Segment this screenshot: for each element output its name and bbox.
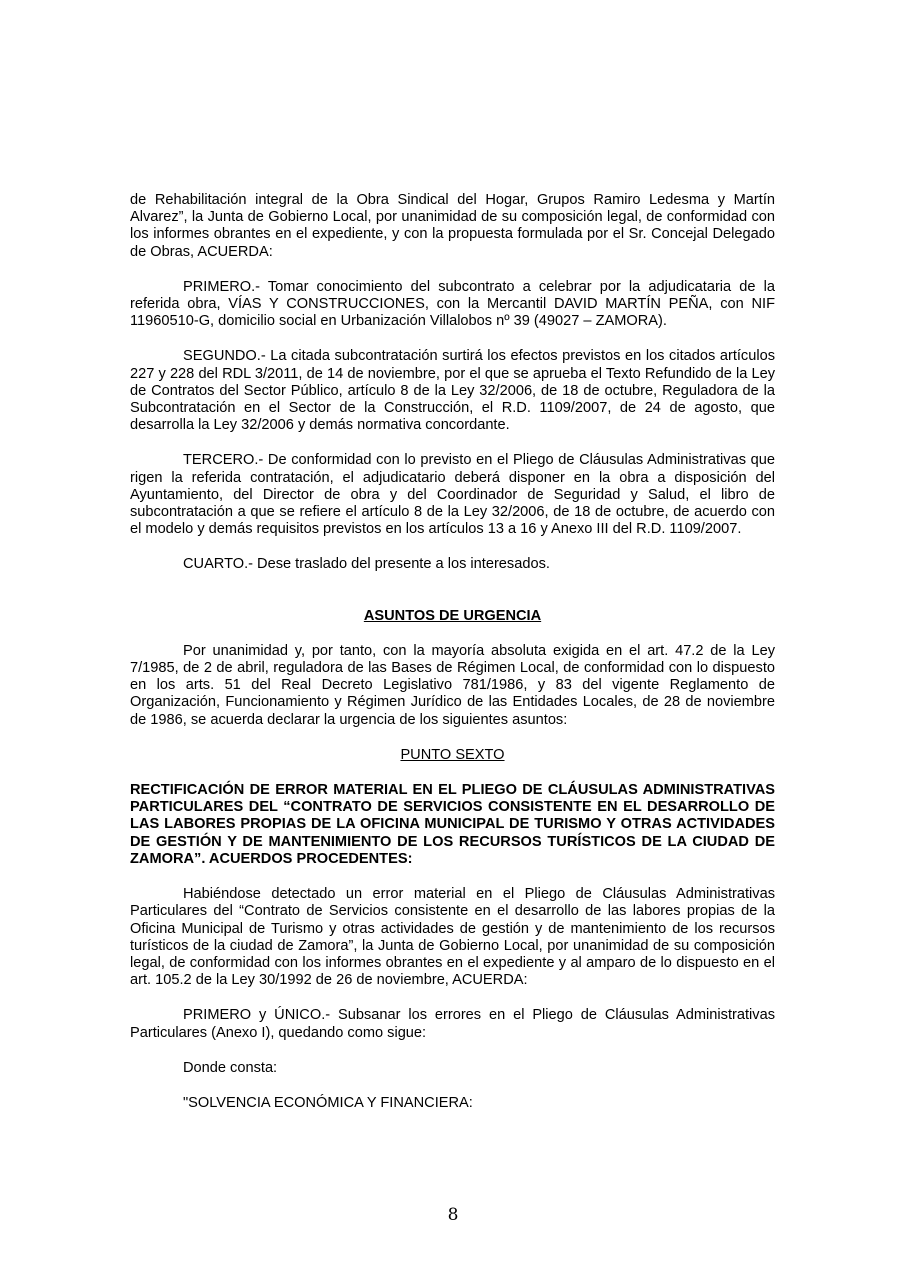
section-heading-punto-sexto: PUNTO SEXTO [400, 746, 505, 763]
paragraph-urgencia: Por unanimidad y, por tanto, con la mayoría absoluta exigida en el art. 47.2 de la Ley 7/1985, de 2 de abril, reguladora de las Bases de Régimen Local, de conformidad con lo dispuesto en los arts. 51 del Real Decreto Legislativo 781/1986, y 83 del vigente Reglamento de Organización, Funcionamiento y Régimen Jurídico de las Entidades Locales, de 28 de noviembre de 1986, se acuerda declarar la urgencia de los siguientes asuntos: [130, 642, 775, 728]
paragraph-cuarto: CUARTO.- Dese traslado del presente a los interesados. [183, 556, 550, 573]
punto-title: RECTIFICACIÓN DE ERROR MATERIAL EN EL PLIEGO DE CLÁUSULAS ADMINISTRATIVAS PARTICULARES DEL “CONTRATO DE SERVICIOS CONSISTENTE EN EL DESARROLLO DE LAS LABORES PROPIAS DE LA OFICINA MUNICIPAL DE TURISMO Y OTRAS ACTIVIDADES DE GESTIÓN Y DE MANTENIMIENTO DE LOS RECURSOS TURÍSTICOS DE LA CIUDAD DE ZAMORA”. ACUERDOS PROCEDENTES: [130, 782, 775, 867]
paragraph-donde-consta: Donde consta: [183, 1059, 278, 1076]
paragraph-segundo: SEGUNDO.- La citada subcontratación surtirá los efectos previstos en los citados artículos 227 y 228 del RDL 3/2011, de 14 de noviembre, por el que se aprueba el Texto Refundido de la Ley de Contratos del Sector Público, artículo 8 de la Ley 32/2006, de 18 de octubre, Reguladora de la Subcontratación en el Sector de la Construcción, el R.D. 1109/2007, de 24 de agosto, que desarrolla la Ley 32/2006 y demás normativa concordante. [130, 348, 775, 434]
paragraph-tercero: TERCERO.- De conformidad con lo previsto en el Pliego de Cláusulas Administrativas que rigen la referida contratación, el adjudicatario deberá disponer en la obra a disposición del Ayuntamiento, del Director de obra y del Coordinador de Seguridad y Salud, el libro de subcontratación a que se refiere el artículo 8 de la Ley 32/2006, de 18 de octubre, de acuerdo con el modelo y demás requisitos previstos en los artículos 13 a 16 y Anexo III del R.D. 1109/2007. [130, 452, 775, 538]
document-body [130, 192, 775, 1130]
paragraph-primero-unico: PRIMERO y ÚNICO.- Subsanar los errores en el Pliego de Cláusulas Administrativas Particulares (Anexo I), quedando como sigue: [130, 1007, 775, 1041]
section-heading-urgencia: ASUNTOS DE URGENCIA [363, 607, 542, 624]
paragraph-rehabilitacion: de Rehabilitación integral de la Obra Sindical del Hogar, Grupos Ramiro Ledesma y Martín Alvarez”, la Junta de Gobierno Local, por unanimidad de su composición legal, de conformidad con los informes obrantes en el expediente, y con la propuesta formulada por el Sr. Concejal Delegado de Obras, ACUERDA: [130, 192, 775, 260]
paragraph-primero: PRIMERO.- Tomar conocimiento del subcontrato a celebrar por la adjudicataria de la referida obra, VÍAS Y CONSTRUCCIONES, con la Mercantil DAVID MARTÍN PEÑA, con NIF 11960510-G, domicilio social en Urbanización Villalobos nº 39 (49027 – ZAMORA). [130, 278, 775, 330]
paragraph-solvencia: "SOLVENCIA ECONÓMICA Y FINANCIERA: [183, 1094, 473, 1111]
paragraph-habiendose: Habiéndose detectado un error material en el Pliego de Cláusulas Administrativas Particulares del “Contrato de Servicios consistente en el desarrollo de las labores propias de la Oficina Municipal de Turismo y otras actividades de gestión y de mantenimiento de los recursos turísticos de la ciudad de Zamora”, la Junta de Gobierno Local, por unanimidad de su composición legal, de conformidad con los informes obrantes en el expediente y al amparo de lo dispuesto en el art. 105.2 de la Ley 30/1992 de 26 de noviembre, ACUERDA: [130, 886, 775, 989]
page-number: 8 [447, 1205, 459, 1225]
